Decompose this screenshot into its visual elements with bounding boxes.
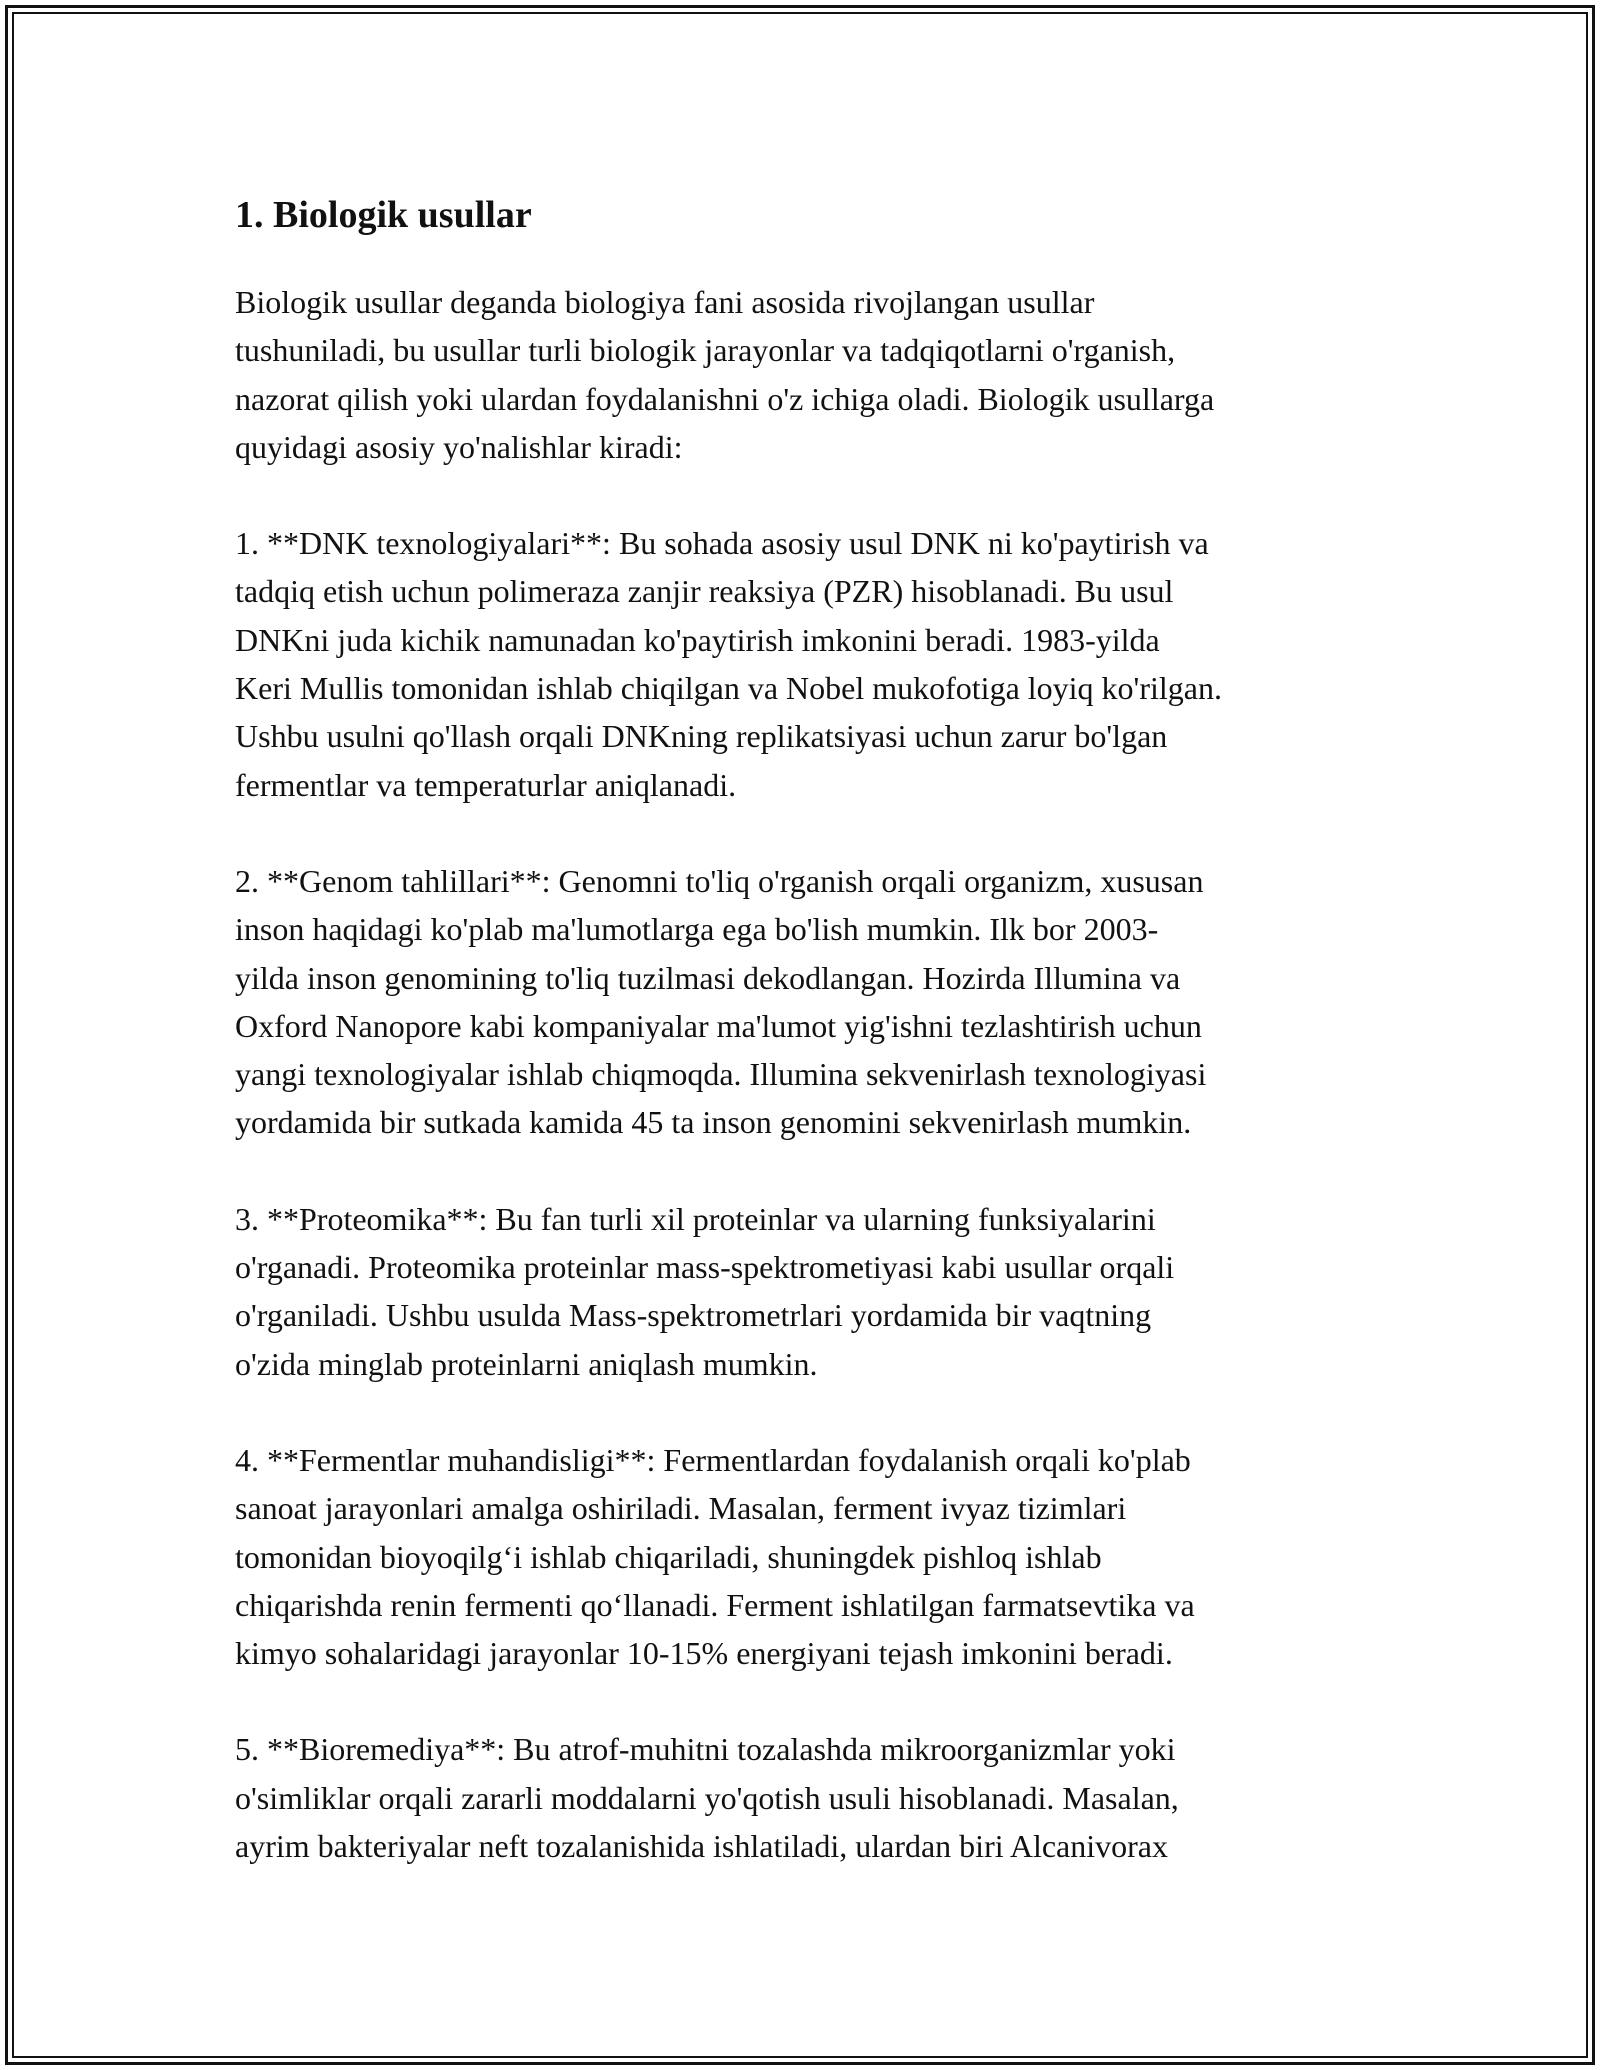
text-line: o'zida minglab proteinlarni aniqlash mumkin. (235, 1345, 818, 1382)
text-line: o'rganiladi. Ushbu usulda Mass-spektrometrlari yordamida bir vaqtning (235, 1297, 1152, 1334)
text-line: o'simliklar orqali zararli moddalarni yo'qotish usuli hisoblanadi. Masalan, (235, 1779, 1179, 1816)
text-line: kimyo sohalaridagi jarayonlar 10-15% energiyani tejash imkonini beradi. (235, 1635, 1173, 1672)
text-line: tadqiq etish uchun polimeraza zanjir reaksiya (PZR) hisoblanadi. Bu usul (235, 573, 1174, 610)
text-line: 3. **Proteomika**: Bu fan turli xil proteinlar va ularning funksiyalarini (235, 1200, 1156, 1237)
fermentlar-paragraph (235, 1436, 1385, 1677)
text-line: Oxford Nanopore kabi kompaniyalar ma'lumot yig'ishni tezlashtirish uchun (235, 1007, 1202, 1044)
text-line: yilda inson genomining to'liq tuzilmasi dekodlangan. Hozirda Illumina va (235, 959, 1181, 996)
text-line: ayrim bakteriyalar neft tozalanishida ishlatiladi, ulardan biri Alcanivorax (235, 1828, 1168, 1865)
text-line: tushuniladi, bu usullar turli biologik jarayonlar va tadqiqotlarni o'rganish, (235, 332, 1176, 369)
text-line: nazorat qilish yoki ulardan foydalanishni o'z ichiga oladi. Biologik usullarga (235, 380, 1215, 417)
proteomika-paragraph (235, 1195, 1385, 1388)
text-line: 1. **DNK texnologiyalari**: Bu sohada asosiy usul DNK ni ko'paytirish va (235, 525, 1209, 562)
text-line: quyidagi asosiy yo'nalishlar kiradi: (235, 428, 683, 465)
text-line: Ushbu usulni qo'llash orqali DNKning replikatsiyasi uchun zarur bo'lgan (235, 718, 1168, 755)
dnk-paragraph (235, 519, 1385, 809)
text-line: chiqarishda renin fermenti qo‘llanadi. Ferment ishlatilgan farmatsevtika va (235, 1586, 1195, 1623)
text-line: tomonidan bioyoqilg‘i ishlab chiqariladi, shuningdek pishloq ishlab (235, 1538, 1102, 1575)
text-line: 2. **Genom tahlillari**: Genomni to'liq o'rganish orqali organizm, xususan (235, 862, 1204, 899)
text-line: fermentlar va temperaturlar aniqlanadi. (235, 766, 737, 803)
text-line: yordamida bir sutkada kamida 45 ta inson genomini sekvenirlash mumkin. (235, 1104, 1192, 1141)
bioremediya-paragraph (235, 1725, 1385, 1870)
text-line: inson haqidagi ko'plab ma'lumotlarga ega bo'lish mumkin. Ilk bor 2003- (235, 911, 1159, 948)
text-line: yangi texnologiyalar ishlab chiqmoqda. Illumina sekvenirlash texnologiyasi (235, 1056, 1207, 1093)
text-line: DNKni juda kichik namunadan ko'paytirish imkonini beradi. 1983-yilda (235, 621, 1160, 658)
text-line: Biologik usullar deganda biologiya fani asosida rivojlangan usullar (235, 284, 1095, 320)
intro-paragraph (235, 278, 1385, 471)
text-line: 5. **Bioremediya**: Bu atrof-muhitni tozalashda mikroorganizmlar yoki (235, 1731, 1176, 1768)
genom-paragraph (235, 857, 1385, 1147)
text-line: sanoat jarayonlari amalga oshiriladi. Masalan, ferment ivyaz tizimlari (235, 1490, 1127, 1527)
text-line: 4. **Fermentlar muhandisligi**: Fermentlardan foydalanish orqali ko'plab (235, 1441, 1191, 1478)
text-line: Keri Mullis tomonidan ishlab chiqilgan va Nobel mukofotiga loyiq ko'rilgan. (235, 670, 1222, 707)
section-heading: 1. Biologik usullar (235, 194, 532, 236)
text-line: o'rganadi. Proteomika proteinlar mass-spektrometiyasi kabi usullar orqali (235, 1249, 1175, 1286)
document-page (235, 182, 1385, 1918)
